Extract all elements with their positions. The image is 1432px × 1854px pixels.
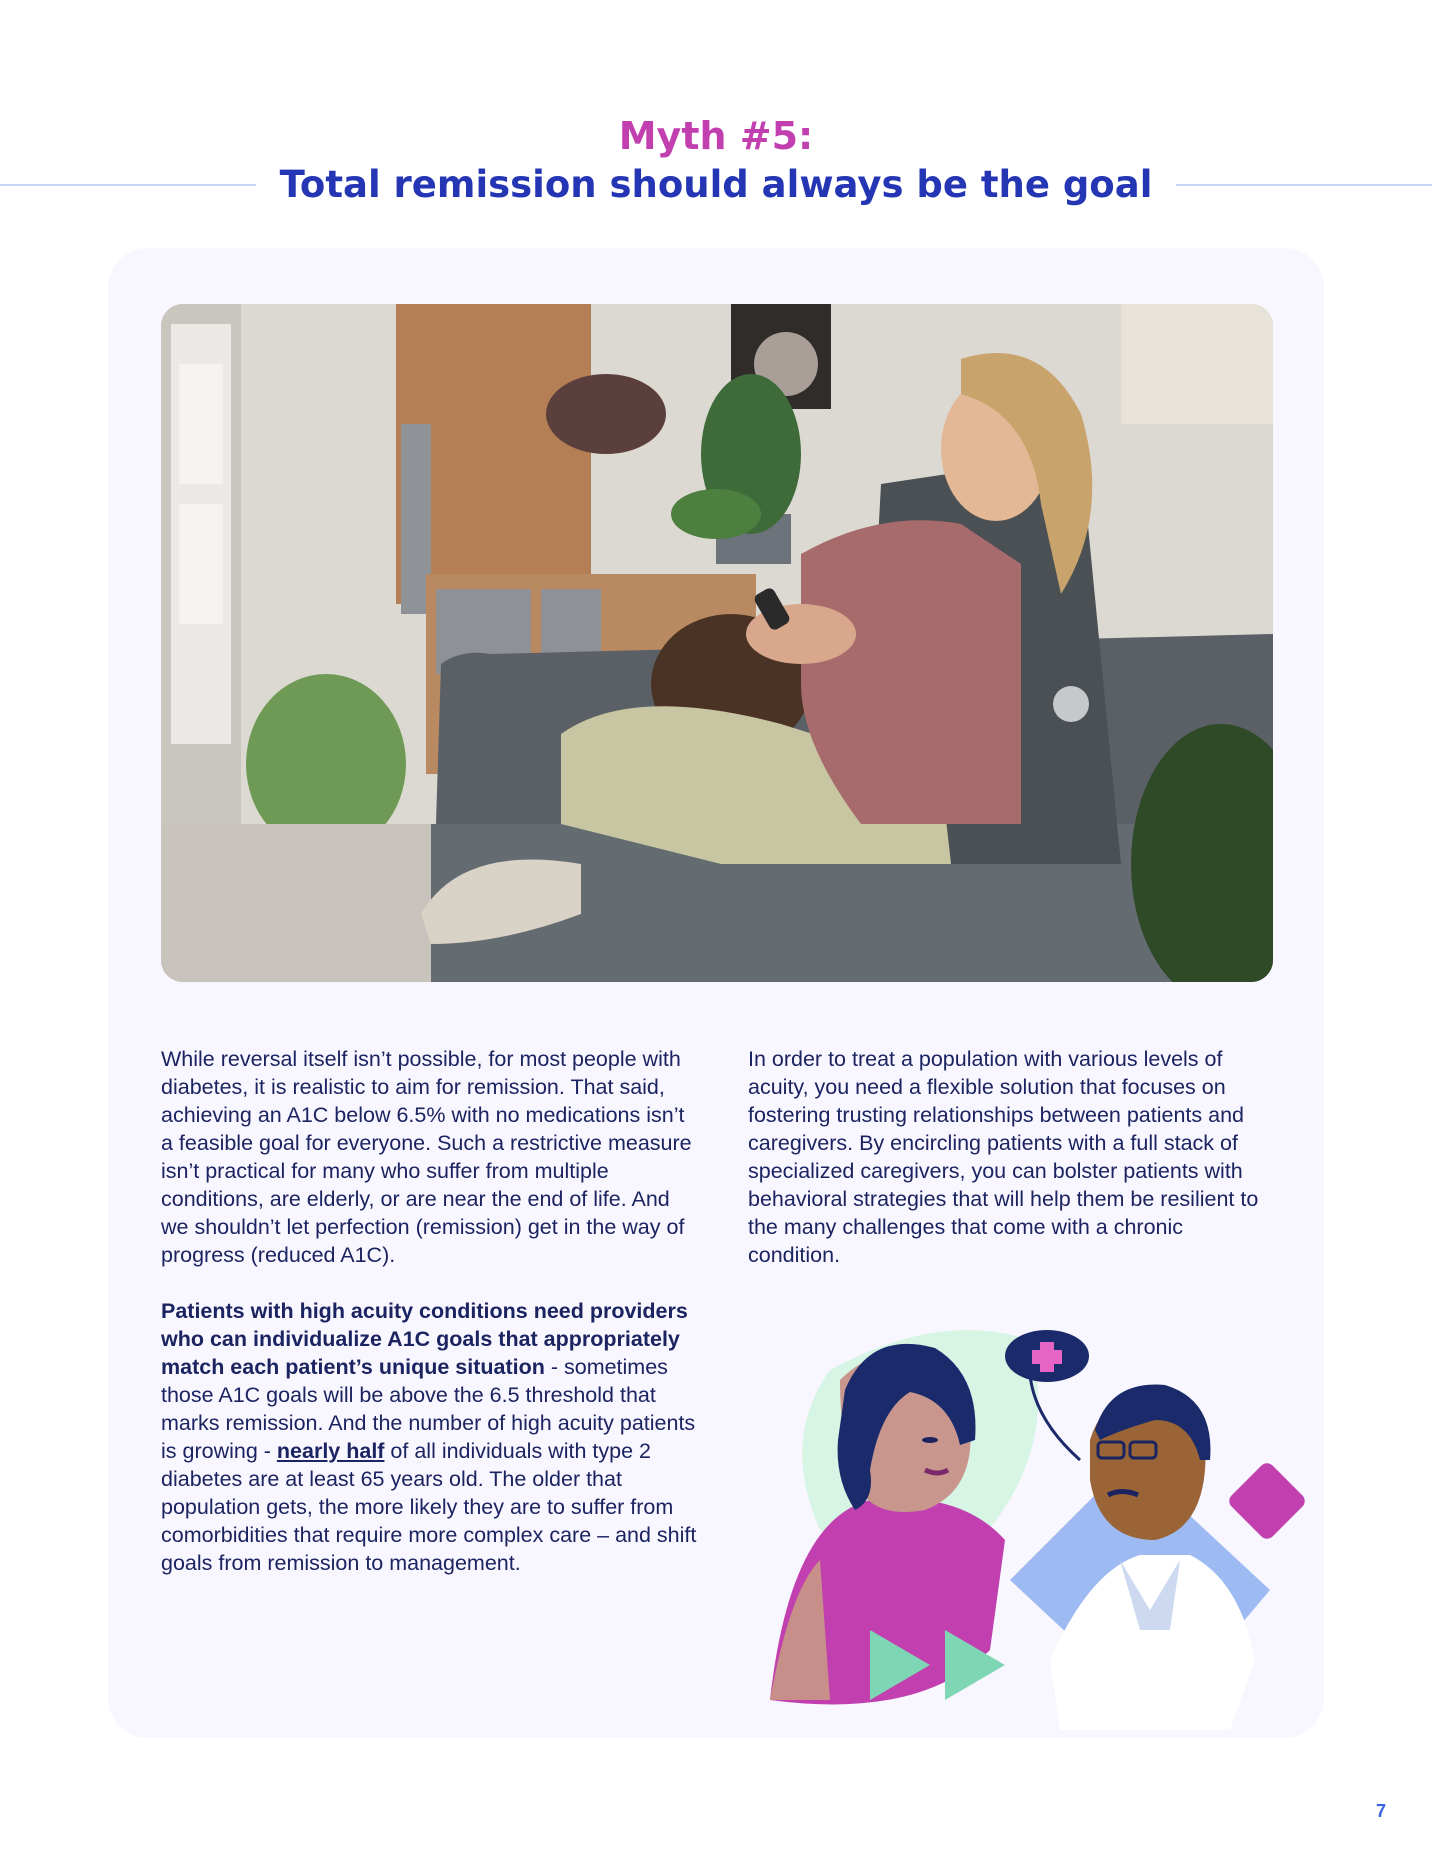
illustration-svg xyxy=(760,1330,1320,1730)
left-paragraph-2-mid: - sometimes those A1C goals will be above the 6.5 threshold that marks remission. And the number of high acuity patients is growing - xyxy=(161,1355,696,1463)
right-column xyxy=(748,1045,1278,1297)
patient-doctor-illustration xyxy=(760,1330,1320,1730)
left-paragraph-2-end: of all individuals with type 2 diabetes are at least 65 years old. The older that population gets, the more likely they are to suffer from comorbidities that require more complex care – and shift goals from remission to management. xyxy=(161,1439,697,1575)
left-paragraph-2 xyxy=(161,1297,701,1577)
left-paragraph-1: While reversal itself isn’t possible, for most people with diabetes, it is realistic to aim for remission. That said, achieving an A1C below 6.5% with no medications isn’t a feasible goal for everyone. Such a restrictive measure isn’t practical for many who suffer from multiple conditions, are elderly, or are near the end of life. And we shouldn’t let perfection (remission) get in the way of progress (reduced A1C). xyxy=(161,1047,692,1267)
photo-woman-on-sofa xyxy=(161,304,1273,982)
right-paragraph-1: In order to treat a population with various levels of acuity, you need a flexible solution that focuses on fostering trusting relationships between patients and caregivers. By encircling patients with a full stack of specialized caregivers, you can bolster patients with behavioral strategies that will help them be resilient to the many challenges that come with a chronic condition. xyxy=(748,1047,1259,1267)
left-paragraph-2-bold: Patients with high acuity conditions need providers who can individualize A1C goals that appropriately match each patient’s unique situation xyxy=(161,1299,688,1379)
myth-label: Myth #5: xyxy=(618,114,814,158)
photo-illustration xyxy=(161,304,1273,982)
nearly-half-link[interactable]: nearly half xyxy=(276,1439,385,1463)
myth-title: Total remission should always be the goal xyxy=(256,160,1177,210)
page-header xyxy=(0,112,1432,210)
page-number: 7 xyxy=(1376,1801,1387,1821)
left-column xyxy=(161,1045,701,1605)
